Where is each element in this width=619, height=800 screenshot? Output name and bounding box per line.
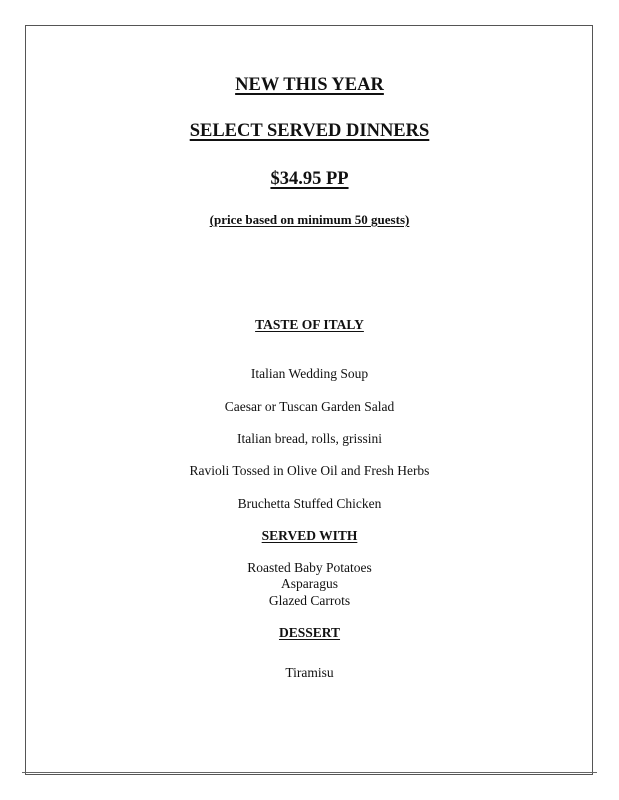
dessert-item: Tiramisu [285,665,334,680]
side-item: Glazed Carrots [268,593,351,608]
menu-item: Caesar or Tuscan Garden Salad [224,399,395,414]
side-item: Roasted Baby Potatoes [247,560,372,575]
menu-item: Bruchetta Stuffed Chicken [237,496,382,511]
heading-price: $34.95 PP [270,169,349,189]
heading-select-served-dinners: SELECT SERVED DINNERS [189,121,430,141]
menu-item: Italian bread, rolls, grissini [236,431,383,446]
price-note: (price based on minimum 50 guests) [209,212,410,227]
section-title-dessert: DESSERT [278,625,341,640]
menu-item: Ravioli Tossed in Olive Oil and Fresh Herbs [189,463,430,478]
page-bottom-rule [22,772,597,773]
heading-new-this-year: NEW THIS YEAR [235,75,384,95]
menu-item: Italian Wedding Soup [250,366,369,381]
section-title-taste-of-italy: TASTE OF ITALY [255,317,364,332]
side-item: Asparagus [281,576,338,591]
section-title-served-with: SERVED WITH [261,528,358,543]
